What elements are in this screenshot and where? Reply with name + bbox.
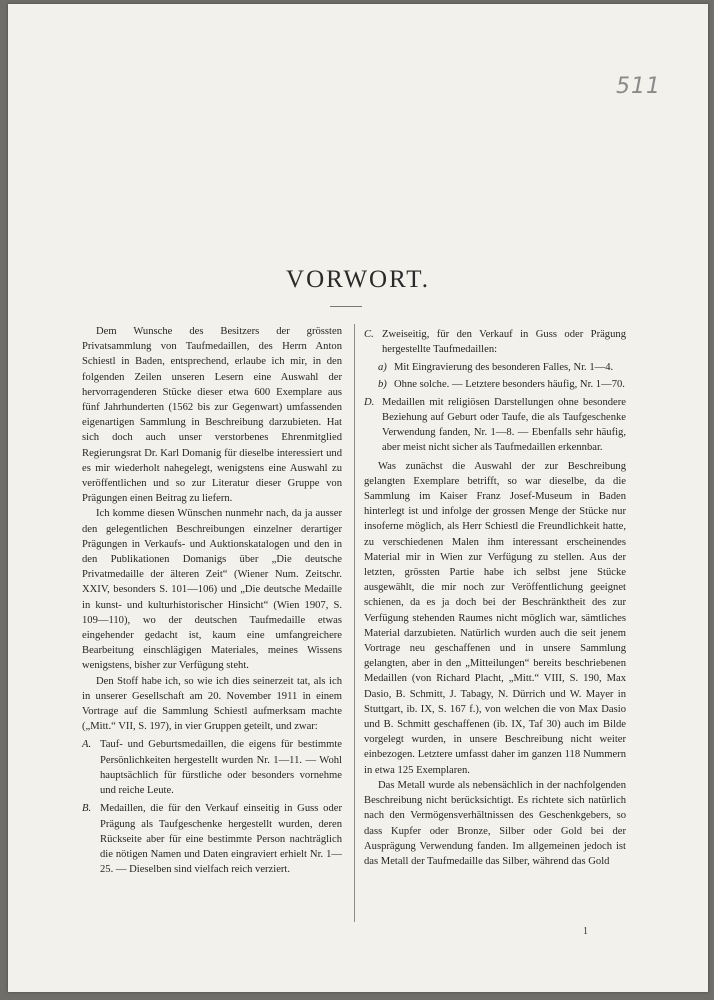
paragraph	[364, 778, 626, 869]
list-item-text: Medaillen mit religiösen Darstellungen ohne besondere Beziehung auf Geburt oder Taufe, die als Taufgeschenke Verwendung fanden, Nr. 1—8. — Ebenfalls sehr häufig, aber meist nicht sicher als Taufmedaillen erkennbar.	[382, 396, 626, 454]
list-item-text: Ohne solche. — Letztere besonders häufig, Nr. 1—70.	[394, 378, 625, 390]
paragraph-text: Was zunächst die Auswahl der zur Beschreibung gelangten Exemplare betrifft, so war dieselbe, da die Sammlung im Kaiser Franz Josef-Museum in Baden hinterlegt ist und infolge der grossen Menge der Stücke nur insoferne möglich, als Herr Schiestl die Freundlichkeit hatte, zu verschiedenen Malen ihm interessant erscheinendes Material mir in Wien zur Verfügung zu stellen. Aus der letzten, grössten Partie habe ich selbst jene Stücke ausgewählt, die mir noch zur Veröffentlichung geeignet schienen, da es ja doch bei der Beschränktheit des zur Verfügung stehenden Raumes nicht möglich war, sämtliches Material darzubieten. Natürlich wurden auch die seit jenem Vortrage neu geschaffenen und in unsere Sammlung gelangten, aber in den „Mitteilungen“ bereits beschriebenen Medaillen (von Richard Placht, „Mitt.“ VIII, S. 190, Max Dasio, B. Schmitt, J. Tabagy, N. Dürrich und W. Mayer in Stuttgart, ib. IX, S. 167 f.), von welchen die von Max Dasio und B. Schmitt geschaffenen (ib. IX, Taf 30) auch im Bilde vorgelegt wurden, in unsere Beschreibung nicht weiter einbezogen. Letztere umfasst daher im ganzen 118 Nummern in etwa 125 Exemplaren.	[364, 460, 626, 776]
list-item	[82, 737, 342, 798]
page-number: 1	[583, 926, 588, 937]
left-text-column	[82, 324, 342, 880]
sub-list-item	[364, 377, 626, 392]
list-marker: C.	[364, 329, 374, 340]
paragraph	[82, 674, 342, 735]
title-divider	[330, 306, 362, 307]
paragraph	[364, 459, 626, 778]
list-item-text: Medaillen, die für den Verkauf einseitig in Guss oder Prägung als Taufgeschenke hergestellt wurden, deren Rückseite aber für eine bestimmte Person nachträglich die nötigen Namen und Daten eingraviert erhielt Nr. 1—25. — Dieselben sind vielfach reich verziert.	[100, 803, 342, 876]
list-marker: B.	[82, 803, 92, 815]
right-text-column	[364, 324, 626, 869]
list-item-text: Tauf- und Geburtsmedaillen, die eigens für bestimmte Persönlichkeiten hergestellt wurden Nr. 1—11. — Wohl hauptsächlich für fürstliche oder besonders vornehme und reiche Leute.	[100, 739, 342, 797]
document-page	[8, 4, 708, 992]
list-marker: a)	[378, 362, 387, 374]
list-marker: D.	[364, 396, 375, 408]
list-item	[364, 395, 626, 456]
page-title: VORWORT.	[286, 266, 430, 293]
pencil-folio-number: 511	[616, 74, 661, 99]
list-item	[82, 801, 342, 877]
list-marker: b)	[378, 378, 387, 390]
list-marker: A.	[82, 739, 92, 751]
column-divider	[354, 324, 355, 922]
list-item-text: Mit Eingravierung des besonderen Falles, Nr. 1—4.	[394, 362, 614, 374]
paragraph	[82, 506, 342, 673]
sub-list-item	[364, 360, 626, 375]
paragraph	[82, 324, 342, 506]
paragraph-text: Das Metall wurde als nebensächlich in der nachfolgenden Beschreibung nicht berücksichtigt. Es richtete sich natürlich nach den Vermögensverhältnissen des Geschenkgebers, so dass Kupfer oder Bronze, Silber oder Gold bei der Ausprägung Verwendung fanden. Im allgemeinen jedoch ist das Metall der Taufmedaille das Silber, während das Gold	[364, 779, 626, 867]
list-item-text: Zweiseitig, für den Verkauf in Guss oder Prägung hergestellte Taufmedaillen:	[382, 329, 626, 356]
paragraph-text: Dem Wunsche des Besitzers der grössten Privatsammlung von Taufmedaillen, des Herrn Anton Schiestl in Baden, entsprechend, erlaube ich mir, in den folgenden Zeilen unseren Lesern eine Auswahl der hervorragenderen Stücke dieser etwa 600 Exemplare aus fünf Jahrhunderten (1562 bis zur Gegenwart) umfassenden eigenartigen Sammlung in Beschreibung darzubieten. Hat sich doch auch unser verstorbenes Ehrenmitglied Regierungsrat Dr. Karl Domanig für dieselbe interessiert und es mir wiederholt nahegelegt, wenigstens eine Auswahl zu veröffentlichen und so zur Literatur dieser Gruppe von Prägungen einen Beitrag zu liefern.	[82, 326, 342, 505]
paragraph-text: Den Stoff habe ich, so wie ich dies seinerzeit tat, als ich in unserer Gesellschaft am 20. November 1911 in einem Vortrage auf die Sammlung Schiestl aufmerksam machte („Mitt.“ VII, S. 197), in vier Gruppen geteilt, und zwar:	[82, 675, 342, 733]
paragraph-text: Ich komme diesen Wünschen nunmehr nach, da ja ausser den gelegentlichen Beschreibungen einzelner derartiger Prägungen in Verkaufs- und Auktionskatalogen und den in den Publikationen Domanigs über „Die deutsche Privatmedaille der älteren Zeit“ (Wiener Num. Zeitschr. XXIV, besonders S. 101—106) und „Die deutsche Medaille in kunst- und kulturhistorischer Hinsicht“ (Wien 1907, S. 109—110), wo der deutschen Taufmedaille etwas eingehender gedacht ist, kaum eine umfangreichere Bearbeitung einschlägigen Materiales, meines Wissens wenigstens, bisher zur Verfügung steht.	[82, 508, 342, 672]
list-item	[364, 327, 626, 357]
